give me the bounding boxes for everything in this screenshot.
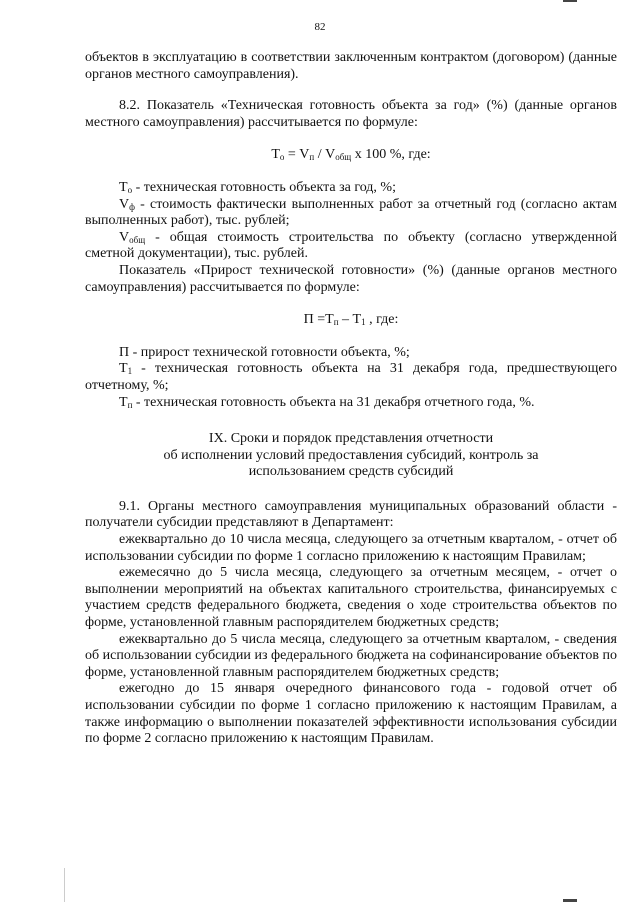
section-heading-line-3: использованием средств субсидий — [248, 464, 454, 480]
definition-t1: $T_1$ - техническая готовность объекта на 31 декабря года, предшествующего отчетному, %; — [85, 361, 617, 393]
definition-to: $T_о$ - техническая готовность объекта за год, %; — [119, 179, 396, 195]
definition-tn: $T_п$ - техническая готовность объекта на 31 декабря отчетного года, %. — [119, 394, 535, 410]
page-number: 82 — [314, 21, 326, 33]
paragraph-growth: Показатель «Прирост технической готовности» (%) (данные органов местного самоуправления) рассчитывается по формуле: — [85, 262, 617, 295]
scan-mark-bottom — [563, 899, 577, 902]
list-item: ежеквартально до 5 числа месяца, следующего за отчетным кварталом, - сведения об использовании субсидии из федерального бюджета на софинансирование объектов по форме, установленной главным распорядителем бюджетных средств; — [85, 631, 617, 680]
document-body — [85, 50, 617, 748]
scan-mark-left — [64, 868, 65, 902]
section-heading-line-2: об исполнении условий предоставления субсидий, контроль за — [163, 447, 539, 463]
definition-p: П - прирост технической готовности объекта, %; — [119, 344, 410, 360]
definition-vobsh: $V_{общ}$ - общая стоимость строительства по объекту (согласно утвержденной сметной документации), тыс. рублей. — [85, 229, 617, 262]
list-item: ежеквартально до 10 числа месяца, следующего за отчетным кварталом, - отчет об использовании субсидии по форме 1 согласно приложению к настоящим Правилам; — [85, 532, 617, 564]
list-item: ежегодно до 15 января очередного финансового года - годовой отчет об использовании субсидии по форме 1 согласно приложению к настоящим Правилам, а также информацию о выполнении показателей эффективности использования субсидии по форме 2 согласно приложению к настоящим Правилам. — [85, 681, 617, 747]
intro-paragraph: объектов в эксплуатацию в соответствии заключенным контрактом (договором) (данные органов местного самоуправления). — [85, 50, 617, 82]
scan-mark-top — [563, 0, 577, 2]
paragraph-8-2: 8.2. Показатель «Техническая готовность объекта за год» (%) (данные органов местного самоуправления) рассчитывается по формуле: — [85, 98, 617, 130]
section-heading-line-1: IX. Сроки и порядок представления отчетности — [208, 431, 494, 447]
paragraph-9-1: 9.1. Органы местного самоуправления муниципальных образований области - получатели субсидии представляют в Департамент: — [85, 498, 617, 531]
formula-technical-readiness: $T_о = V_п / V_{общ}$ х 100 %, где: — [271, 147, 431, 163]
list-item: ежемесячно до 5 числа месяца, следующего за отчетным месяцем, - отчет о выполнении мероприятий на объектах капитального строительства, финансируемых с участием средств федерального бюджета, сведения о ходе строительства объектов по форме, установленной главным распорядителем бюджетных средств; — [85, 565, 617, 631]
definition-vf: $V_ф$ - стоимость фактически выполненных работ за отчетный год (согласно актам выполненных работ), тыс. рублей; — [85, 196, 617, 229]
formula-growth: $П =Т_п - Т_1$ , где: — [303, 312, 399, 328]
section-heading — [85, 431, 617, 481]
